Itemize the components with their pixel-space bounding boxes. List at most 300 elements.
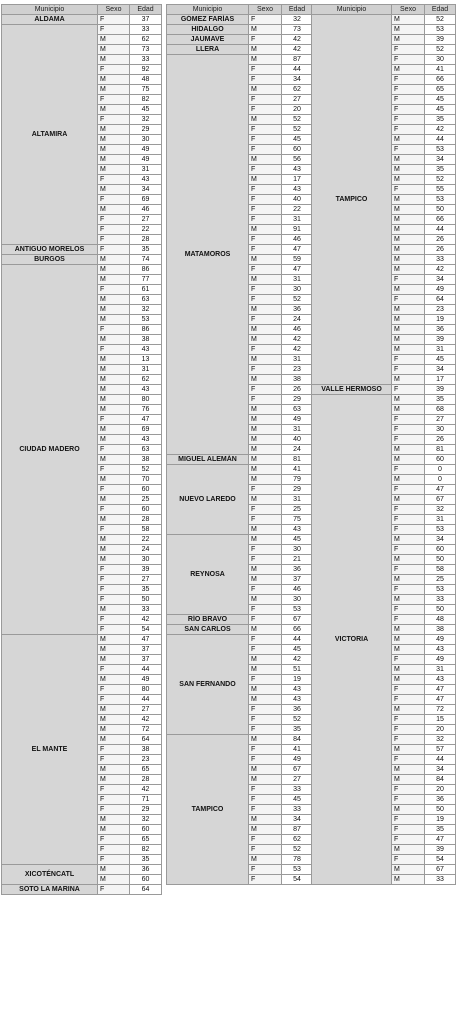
edad-cell: 50: [425, 605, 456, 615]
sexo-cell: M: [249, 435, 282, 445]
sexo-cell: F: [249, 365, 282, 375]
edad-cell: 19: [425, 315, 456, 325]
edad-cell: 53: [282, 605, 313, 615]
table-row: [2, 865, 162, 875]
sexo-cell: M: [98, 45, 130, 55]
edad-cell: 52: [282, 125, 313, 135]
edad-cell: 19: [282, 675, 313, 685]
sexo-cell: F: [98, 465, 130, 475]
sexo-cell: F: [98, 325, 130, 335]
edad-cell: 29: [282, 485, 313, 495]
edad-cell: 84: [282, 735, 313, 745]
sexo-cell: F: [249, 205, 282, 215]
edad-cell: 34: [282, 75, 313, 85]
edad-cell: 49: [425, 285, 456, 295]
edad-cell: 35: [425, 115, 456, 125]
edad-cell: 71: [130, 795, 162, 805]
edad-cell: 52: [425, 175, 456, 185]
sexo-cell: M: [98, 145, 130, 155]
edad-cell: 34: [425, 275, 456, 285]
sexo-cell: F: [249, 845, 282, 855]
sexo-cell: F: [98, 785, 130, 795]
sexo-cell: M: [98, 105, 130, 115]
edad-cell: 35: [282, 725, 313, 735]
edad-cell: 26: [282, 385, 313, 395]
edad-cell: 42: [425, 265, 456, 275]
edad-cell: 34: [425, 155, 456, 165]
edad-cell: 45: [282, 645, 313, 655]
sexo-cell: M: [98, 775, 130, 785]
sexo-cell: M: [249, 625, 282, 635]
sexo-cell: M: [98, 395, 130, 405]
sexo-cell: M: [392, 535, 425, 545]
sexo-cell: M: [98, 315, 130, 325]
edad-header: Edad: [282, 5, 313, 15]
sexo-cell: M: [249, 255, 282, 265]
sexo-cell: F: [249, 515, 282, 525]
edad-cell: 39: [425, 385, 456, 395]
sexo-cell: M: [98, 295, 130, 305]
edad-cell: 36: [282, 705, 313, 715]
sexo-cell: M: [98, 305, 130, 315]
edad-cell: 53: [282, 865, 313, 875]
edad-cell: 62: [130, 35, 162, 45]
sexo-cell: F: [392, 825, 425, 835]
edad-cell: 30: [425, 425, 456, 435]
sexo-cell: F: [392, 385, 425, 395]
sexo-cell: M: [98, 185, 130, 195]
edad-cell: 25: [282, 505, 313, 515]
sexo-cell: M: [392, 845, 425, 855]
sexo-cell: M: [249, 175, 282, 185]
municipio-cell: VICTORIA: [312, 395, 392, 885]
sexo-cell: M: [98, 355, 130, 365]
edad-cell: 0: [425, 465, 456, 475]
edad-cell: 70: [130, 475, 162, 485]
municipio-cell: MATAMOROS: [167, 55, 249, 455]
edad-cell: 36: [282, 565, 313, 575]
sexo-cell: F: [98, 415, 130, 425]
edad-cell: 30: [130, 135, 162, 145]
edad-cell: 49: [425, 635, 456, 645]
edad-cell: 52: [130, 465, 162, 475]
municipio-cell: ALDAMA: [2, 15, 98, 25]
edad-cell: 81: [282, 455, 313, 465]
edad-cell: 31: [282, 275, 313, 285]
edad-cell: 64: [130, 735, 162, 745]
edad-cell: 60: [282, 145, 313, 155]
sexo-cell: F: [249, 385, 282, 395]
sexo-cell: F: [392, 515, 425, 525]
sexo-cell: F: [392, 735, 425, 745]
edad-cell: 47: [425, 695, 456, 705]
sexo-cell: M: [98, 135, 130, 145]
sexo-cell: F: [98, 625, 130, 635]
edad-cell: 38: [130, 455, 162, 465]
edad-cell: 32: [130, 305, 162, 315]
sexo-cell: F: [98, 95, 130, 105]
edad-cell: 67: [425, 865, 456, 875]
edad-cell: 84: [425, 775, 456, 785]
edad-cell: 43: [282, 695, 313, 705]
edad-cell: 77: [130, 275, 162, 285]
sexo-cell: M: [249, 375, 282, 385]
edad-cell: 50: [425, 555, 456, 565]
sexo-cell: F: [392, 145, 425, 155]
sexo-cell: M: [392, 475, 425, 485]
edad-cell: 39: [425, 335, 456, 345]
sexo-cell: F: [98, 215, 130, 225]
edad-cell: 62: [282, 85, 313, 95]
edad-cell: 39: [425, 845, 456, 855]
edad-cell: 82: [130, 845, 162, 855]
edad-cell: 50: [130, 595, 162, 605]
edad-cell: 15: [425, 715, 456, 725]
edad-cell: 33: [130, 55, 162, 65]
municipio-cell: BURGOS: [2, 255, 98, 265]
edad-cell: 41: [425, 65, 456, 75]
table-row: [167, 55, 313, 65]
sexo-cell: F: [98, 755, 130, 765]
table-row: [167, 45, 313, 55]
sexo-cell: M: [392, 305, 425, 315]
edad-cell: 24: [282, 315, 313, 325]
edad-cell: 29: [130, 125, 162, 135]
edad-cell: 43: [425, 645, 456, 655]
sexo-cell: F: [98, 795, 130, 805]
sexo-cell: M: [98, 425, 130, 435]
edad-cell: 38: [282, 375, 313, 385]
edad-cell: 36: [425, 795, 456, 805]
edad-cell: 27: [282, 95, 313, 105]
sexo-cell: M: [249, 415, 282, 425]
sexo-cell: M: [249, 735, 282, 745]
edad-cell: 78: [282, 855, 313, 865]
sexo-cell: M: [249, 535, 282, 545]
edad-cell: 37: [130, 15, 162, 25]
sexo-cell: M: [392, 345, 425, 355]
edad-cell: 27: [130, 705, 162, 715]
edad-cell: 23: [282, 365, 313, 375]
sexo-cell: F: [249, 315, 282, 325]
table-row: [2, 255, 162, 265]
sexo-cell: M: [98, 645, 130, 655]
sexo-cell: F: [249, 745, 282, 755]
edad-cell: 23: [425, 305, 456, 315]
sexo-cell: M: [98, 825, 130, 835]
sexo-cell: M: [392, 225, 425, 235]
edad-cell: 49: [425, 655, 456, 665]
sexo-cell: F: [98, 25, 130, 35]
edad-cell: 53: [425, 525, 456, 535]
edad-cell: 91: [282, 225, 313, 235]
edad-cell: 22: [282, 205, 313, 215]
edad-cell: 49: [282, 755, 313, 765]
edad-cell: 31: [130, 365, 162, 375]
sexo-cell: M: [392, 805, 425, 815]
edad-cell: 38: [130, 745, 162, 755]
municipio-cell: XICOTÉNCATL: [2, 865, 98, 885]
edad-cell: 45: [282, 135, 313, 145]
edad-cell: 45: [425, 105, 456, 115]
sexo-cell: M: [392, 35, 425, 45]
edad-cell: 66: [282, 625, 313, 635]
sexo-cell: F: [98, 245, 130, 255]
edad-cell: 39: [130, 565, 162, 575]
edad-cell: 35: [425, 395, 456, 405]
edad-cell: 87: [282, 825, 313, 835]
edad-cell: 25: [425, 575, 456, 585]
edad-cell: 49: [130, 155, 162, 165]
sexo-cell: M: [249, 465, 282, 475]
sexo-cell: F: [392, 465, 425, 475]
sexo-cell: F: [98, 575, 130, 585]
sexo-cell: M: [98, 335, 130, 345]
edad-cell: 68: [425, 405, 456, 415]
edad-cell: 60: [425, 455, 456, 465]
sexo-cell: M: [392, 375, 425, 385]
edad-cell: 49: [130, 675, 162, 685]
sexo-cell: M: [392, 335, 425, 345]
sexo-cell: M: [392, 255, 425, 265]
sexo-cell: M: [98, 455, 130, 465]
sexo-cell: F: [249, 285, 282, 295]
sexo-cell: M: [98, 275, 130, 285]
sexo-cell: F: [98, 845, 130, 855]
edad-cell: 72: [425, 705, 456, 715]
sexo-cell: M: [98, 555, 130, 565]
sexo-cell: M: [98, 735, 130, 745]
edad-cell: 73: [130, 45, 162, 55]
edad-cell: 44: [130, 665, 162, 675]
sexo-cell: M: [392, 645, 425, 655]
header-row: [312, 5, 456, 15]
sexo-cell: F: [392, 415, 425, 425]
sexo-cell: F: [392, 725, 425, 735]
edad-cell: 52: [282, 715, 313, 725]
sexo-cell: F: [98, 485, 130, 495]
edad-cell: 30: [130, 555, 162, 565]
table-row: [167, 735, 313, 745]
edad-cell: 53: [425, 585, 456, 595]
sexo-cell: M: [392, 205, 425, 215]
sexo-cell: M: [392, 665, 425, 675]
municipio-cell: MIGUEL ALEMÁN: [167, 455, 249, 465]
sexo-cell: F: [249, 725, 282, 735]
edad-cell: 65: [425, 85, 456, 95]
edad-cell: 47: [130, 635, 162, 645]
edad-cell: 35: [130, 855, 162, 865]
sexo-cell: F: [392, 715, 425, 725]
sexo-cell: F: [392, 795, 425, 805]
sexo-cell: M: [392, 635, 425, 645]
sexo-cell: F: [249, 75, 282, 85]
sexo-cell: F: [249, 635, 282, 645]
edad-cell: 64: [425, 295, 456, 305]
edad-cell: 62: [282, 835, 313, 845]
sexo-cell: F: [249, 35, 282, 45]
table-row: [2, 25, 162, 35]
sexo-cell: F: [392, 435, 425, 445]
sexo-cell: M: [392, 165, 425, 175]
sexo-cell: M: [392, 25, 425, 35]
sexo-cell: F: [249, 555, 282, 565]
sexo-cell: F: [98, 285, 130, 295]
edad-cell: 28: [130, 775, 162, 785]
sexo-cell: M: [392, 65, 425, 75]
sexo-cell: F: [392, 505, 425, 515]
table-row: [312, 385, 456, 395]
sexo-cell: M: [98, 435, 130, 445]
edad-cell: 67: [282, 765, 313, 775]
edad-cell: 31: [425, 665, 456, 675]
edad-cell: 65: [130, 835, 162, 845]
edad-cell: 50: [425, 205, 456, 215]
sexo-cell: M: [249, 455, 282, 465]
sexo-cell: F: [249, 295, 282, 305]
edad-cell: 17: [282, 175, 313, 185]
sexo-cell: F: [392, 615, 425, 625]
table-row: [167, 635, 313, 645]
table-row: [167, 625, 313, 635]
sexo-cell: F: [249, 675, 282, 685]
sexo-cell: M: [98, 875, 130, 885]
edad-cell: 31: [282, 355, 313, 365]
sexo-cell: F: [98, 15, 130, 25]
edad-cell: 45: [130, 105, 162, 115]
sexo-cell: M: [249, 445, 282, 455]
sexo-cell: M: [392, 865, 425, 875]
edad-cell: 51: [282, 665, 313, 675]
sexo-cell: M: [392, 245, 425, 255]
municipio-cell: RÍO BRAVO: [167, 615, 249, 625]
sexo-cell: F: [249, 835, 282, 845]
edad-cell: 43: [282, 685, 313, 695]
sexo-cell: M: [98, 155, 130, 165]
edad-cell: 52: [282, 845, 313, 855]
municipio-cell: SAN CARLOS: [167, 625, 249, 635]
edad-cell: 17: [425, 375, 456, 385]
edad-cell: 49: [130, 145, 162, 155]
edad-cell: 44: [282, 635, 313, 645]
sexo-cell: M: [249, 695, 282, 705]
sexo-cell: F: [249, 265, 282, 275]
table-row: [167, 465, 313, 475]
table-row: [312, 395, 456, 405]
edad-cell: 60: [130, 875, 162, 885]
municipio-header: Municipio: [312, 5, 392, 15]
sexo-cell: M: [249, 275, 282, 285]
sexo-cell: M: [249, 335, 282, 345]
data-table: [166, 4, 313, 885]
table-row: [167, 15, 313, 25]
sexo-cell: F: [249, 235, 282, 245]
sexo-cell: M: [249, 575, 282, 585]
edad-cell: 37: [282, 575, 313, 585]
sexo-cell: M: [392, 195, 425, 205]
sexo-cell: M: [98, 365, 130, 375]
sexo-cell: F: [392, 815, 425, 825]
table-row: [167, 535, 313, 545]
edad-cell: 74: [130, 255, 162, 265]
sexo-cell: F: [392, 115, 425, 125]
edad-cell: 64: [130, 885, 162, 895]
sexo-cell: F: [249, 615, 282, 625]
sexo-cell: M: [249, 475, 282, 485]
edad-cell: 45: [425, 355, 456, 365]
edad-cell: 65: [130, 765, 162, 775]
edad-cell: 28: [130, 515, 162, 525]
sexo-cell: M: [392, 445, 425, 455]
sexo-cell: M: [249, 155, 282, 165]
sexo-cell: F: [98, 585, 130, 595]
sexo-cell: F: [249, 585, 282, 595]
sexo-cell: M: [249, 565, 282, 575]
sexo-cell: M: [249, 325, 282, 335]
sexo-cell: F: [392, 425, 425, 435]
sexo-cell: M: [392, 875, 425, 885]
sexo-cell: F: [392, 355, 425, 365]
edad-cell: 48: [425, 615, 456, 625]
edad-cell: 92: [130, 65, 162, 75]
edad-cell: 23: [130, 755, 162, 765]
sexo-cell: F: [392, 275, 425, 285]
sexo-cell: F: [249, 795, 282, 805]
sexo-cell: M: [98, 85, 130, 95]
edad-cell: 45: [425, 95, 456, 105]
edad-cell: 32: [282, 15, 313, 25]
sexo-cell: F: [392, 655, 425, 665]
table-row: [2, 885, 162, 895]
edad-cell: 58: [425, 565, 456, 575]
edad-cell: 44: [282, 65, 313, 75]
sexo-cell: M: [249, 45, 282, 55]
sexo-cell: F: [392, 685, 425, 695]
sexo-cell: M: [249, 595, 282, 605]
sexo-cell: M: [249, 55, 282, 65]
edad-cell: 35: [425, 825, 456, 835]
sexo-cell: F: [249, 505, 282, 515]
edad-cell: 47: [425, 485, 456, 495]
edad-cell: 31: [282, 495, 313, 505]
municipio-cell: NUEVO LAREDO: [167, 465, 249, 535]
table-row: [2, 635, 162, 645]
sexo-cell: F: [98, 835, 130, 845]
sexo-cell: M: [392, 575, 425, 585]
sexo-cell: M: [249, 85, 282, 95]
sexo-cell: F: [249, 125, 282, 135]
sexo-cell: F: [249, 105, 282, 115]
edad-cell: 38: [130, 335, 162, 345]
header-row: [167, 5, 313, 15]
sexo-cell: F: [249, 755, 282, 765]
municipio-cell: SOTO LA MARINA: [2, 885, 98, 895]
edad-cell: 30: [282, 285, 313, 295]
edad-cell: 34: [282, 815, 313, 825]
sexo-cell: M: [392, 325, 425, 335]
edad-cell: 45: [282, 795, 313, 805]
edad-cell: 42: [130, 715, 162, 725]
sexo-cell: F: [249, 145, 282, 155]
sexo-cell: F: [98, 225, 130, 235]
edad-cell: 86: [130, 265, 162, 275]
sexo-cell: F: [98, 855, 130, 865]
sexo-cell: M: [249, 525, 282, 535]
edad-cell: 60: [425, 545, 456, 555]
edad-cell: 69: [130, 425, 162, 435]
table-row: [167, 455, 313, 465]
edad-cell: 42: [425, 125, 456, 135]
